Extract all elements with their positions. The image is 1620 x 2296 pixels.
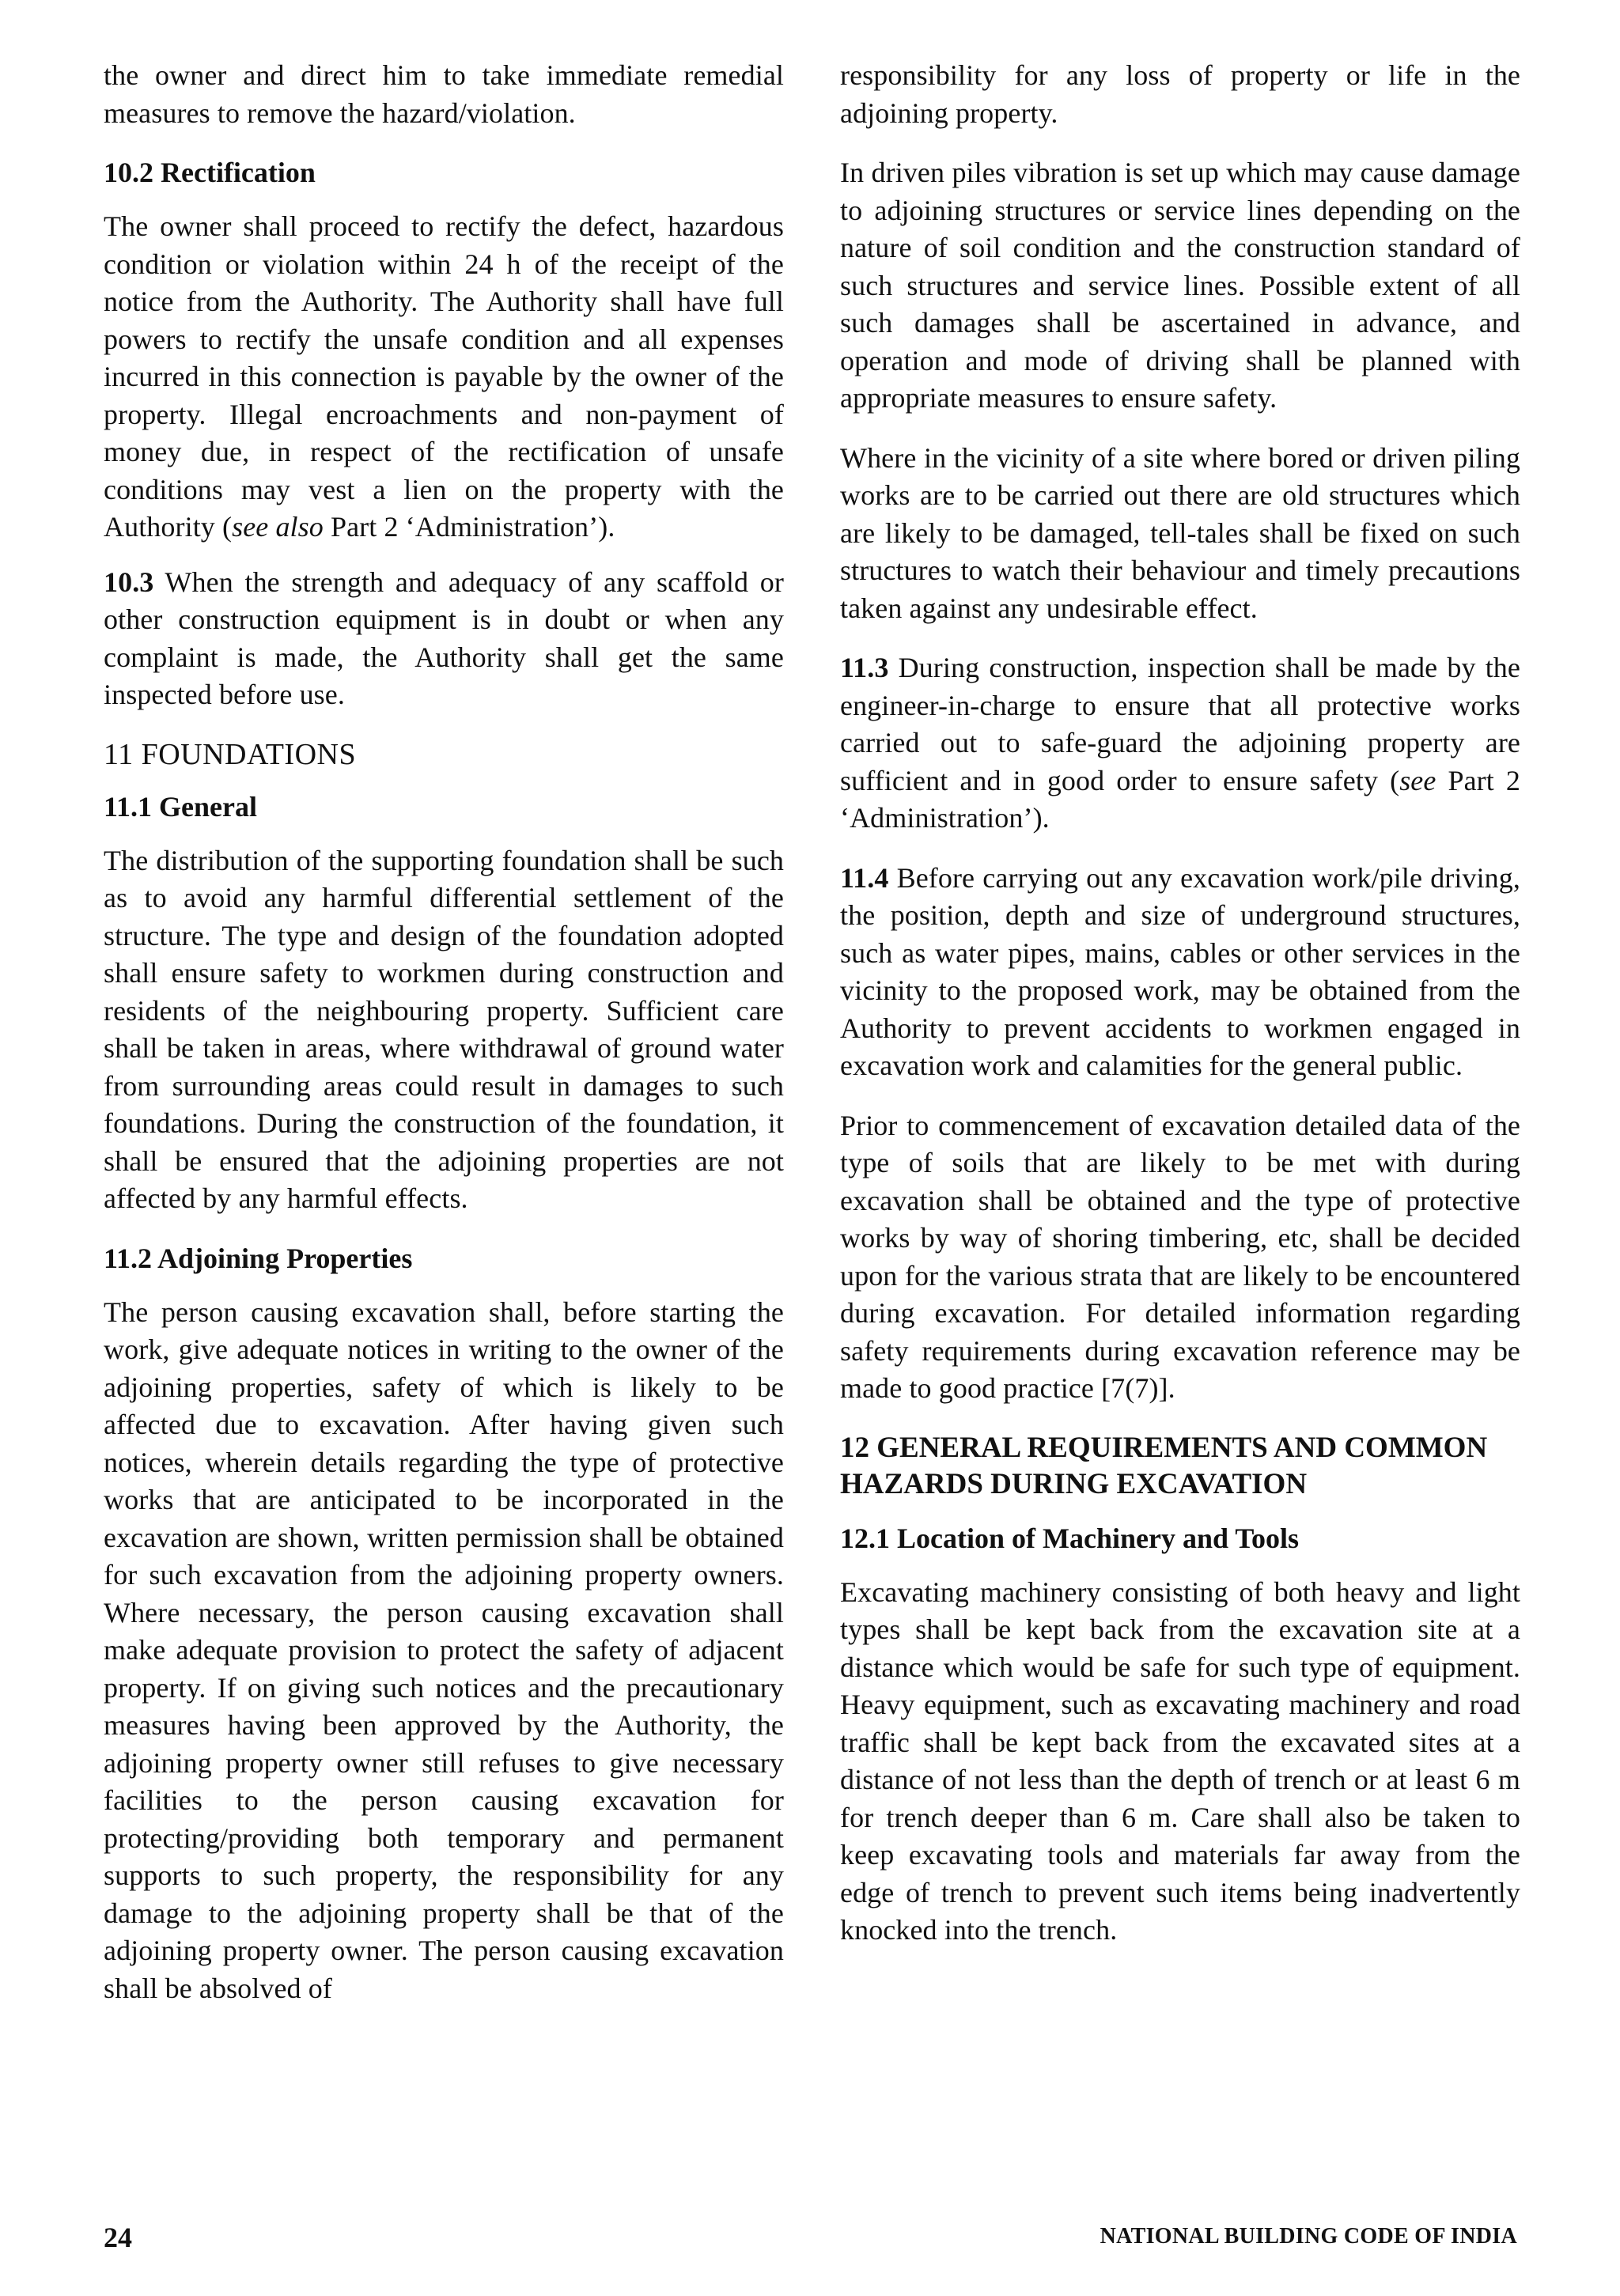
heading-11-2: 11.2 Adjoining Properties	[104, 1242, 413, 1274]
heading-12-1: 12.1 Location of Machinery and Tools	[840, 1522, 1300, 1554]
paragraph-11-4	[840, 860, 1520, 1085]
page-number: 24	[104, 2222, 132, 2253]
paragraph-driven-piles: In driven piles vibration is set up which may cause damage to adjoining structures or service lines depending on the nature of soil condition and the construction standard of such structures and service lines. Possible extent of all such damages shall be ascertained in advance, and operation and mode of driving shall be planned with appropriate measures to ensure safety.	[840, 157, 1520, 414]
see-also-ref: see also	[232, 511, 324, 543]
document-title: NATIONAL BUILDING CODE OF INDIA	[1100, 2224, 1517, 2249]
paragraph-11-3-end: Part 2 ‘Administration’).	[840, 764, 1520, 834]
paragraph-prior-to-excavation: Prior to commencement of excavation detailed data of the type of soils that are likely to be met with during excavation shall be obtained and the type of protective works by way of shoring timbering, etc, shall be decided upon for the various strata that are likely to be encountered during excavation. For detailed information regarding safety requirements during excavation reference may be made to good practice [7(7)].	[840, 1109, 1520, 1404]
heading-11-foundations: 11 FOUNDATIONS	[104, 737, 357, 771]
right-column	[840, 57, 1520, 1972]
paragraph-10-3	[104, 564, 784, 714]
left-column	[104, 57, 784, 2029]
clause-number-11-3: 11.3	[840, 652, 889, 683]
paragraph-11-3-text: During construction, inspection shall be made by the engineer-in-charge to ensure that all protective works carried out to safe-guard the adjoining property are sufficient and in good order to ensure safety (	[840, 652, 1520, 796]
paragraph-11-2: The person causing excavation shall, before starting the work, give adequate notices in writing to the owner of the adjoining properties, safety of which is likely to be affected due to excavation. After having given such notices, wherein details regarding the type of protective works that are anticipated to be incorporated in the excavation are shown, written permission shall be obtained for such excavation from the adjoining property owners. Where necessary, the person causing excavation shall make adequate provision to protect the safety of adjacent property. If on giving such notices and the precautionary measures having been approved by the Authority, the adjoining property owner still refuses to give necessary facilities to the person causing excavation for protecting/providing both temporary and permanent supports to such property, the responsibility for any damage to the adjoining property shall be that of the adjoining property owner. The person causing excavation shall be absolved of	[104, 1296, 784, 2004]
see-ref: see	[1399, 764, 1436, 796]
paragraph-10-2	[104, 208, 784, 547]
heading-12: 12 GENERAL REQUIREMENTS AND COMMON HAZARDS DURING EXCAVATION	[840, 1431, 1488, 1500]
heading-10-2: 10.2 Rectification	[104, 157, 316, 188]
paragraph-10-3-text: When the strength and adequacy of any scaffold or other construction equipment is in doubt or when any complaint is made, the Authority shall get the same inspected before use.	[104, 565, 784, 710]
paragraph-11-1: The distribution of the supporting foundation shall be such as to avoid any harmful differential settlement of the structure. The type and design of the foundation adopted shall ensure safety to workmen during construction and residents of the neighbouring property. Sufficient care shall be taken in areas, where withdrawal of ground water from surrounding areas could result in damages to such foundations. During the construction of the foundation, it shall be ensured that the adjoining properties are not affected by any harmful effects.	[104, 844, 784, 1214]
paragraph-11-4-text: Before carrying out any excavation work/pile driving, the position, depth and size of underground structures, such as water pipes, mains, cables or other services in the vicinity to the proposed work, may be obtained from the Authority to prevent accidents to workmen engaged in excavation work and calamities for the general public.	[840, 861, 1520, 1081]
paragraph-continuation-right: responsibility for any loss of property or life in the adjoining property.	[840, 59, 1520, 129]
paragraph-10-2-text: The owner shall proceed to rectify the defect, hazardous condition or violation within 24 h of the receipt of the notice from the Authority. The Authority shall have full powers to rectify the unsafe condition and all expenses incurred in this connection is payable by the owner of the property. Illegal encroachments and non-payment of money due, in respect of the rectification of unsafe conditions may vest a lien on the property with the Authority (	[104, 210, 784, 543]
paragraph-10-2-end: Part 2 ‘Administration’).	[323, 511, 615, 543]
clause-number-10-3: 10.3	[104, 565, 154, 598]
heading-11-1: 11.1 General	[104, 790, 257, 823]
paragraph-11-3	[840, 649, 1520, 838]
paragraph-12-1: Excavating machinery consisting of both heavy and light types shall be kept back from the excavation site at a distance which would be safe for such type of equipment. Heavy equipment, such as excavating machinery and road traffic shall be kept back from the excavated sites at a distance of not less than the depth of trench or at least 6 m for trench deeper than 6 m. Care shall also be taken to keep excavating tools and materials far away from the edge of trench to prevent such items being inadvertently knocked into the trench.	[840, 1575, 1520, 1946]
paragraph-continuation-left: the owner and direct him to take immediate remedial measures to remove the hazard/violation.	[104, 59, 784, 129]
clause-number-11-4: 11.4	[840, 861, 889, 894]
paragraph-tell-tales: Where in the vicinity of a site where bored or driven piling works are to be carried out there are old structures which are likely to be damaged, tell-tales shall be fixed on such structures to watch their behaviour and timely precautions taken against any undesirable effect.	[840, 441, 1520, 624]
